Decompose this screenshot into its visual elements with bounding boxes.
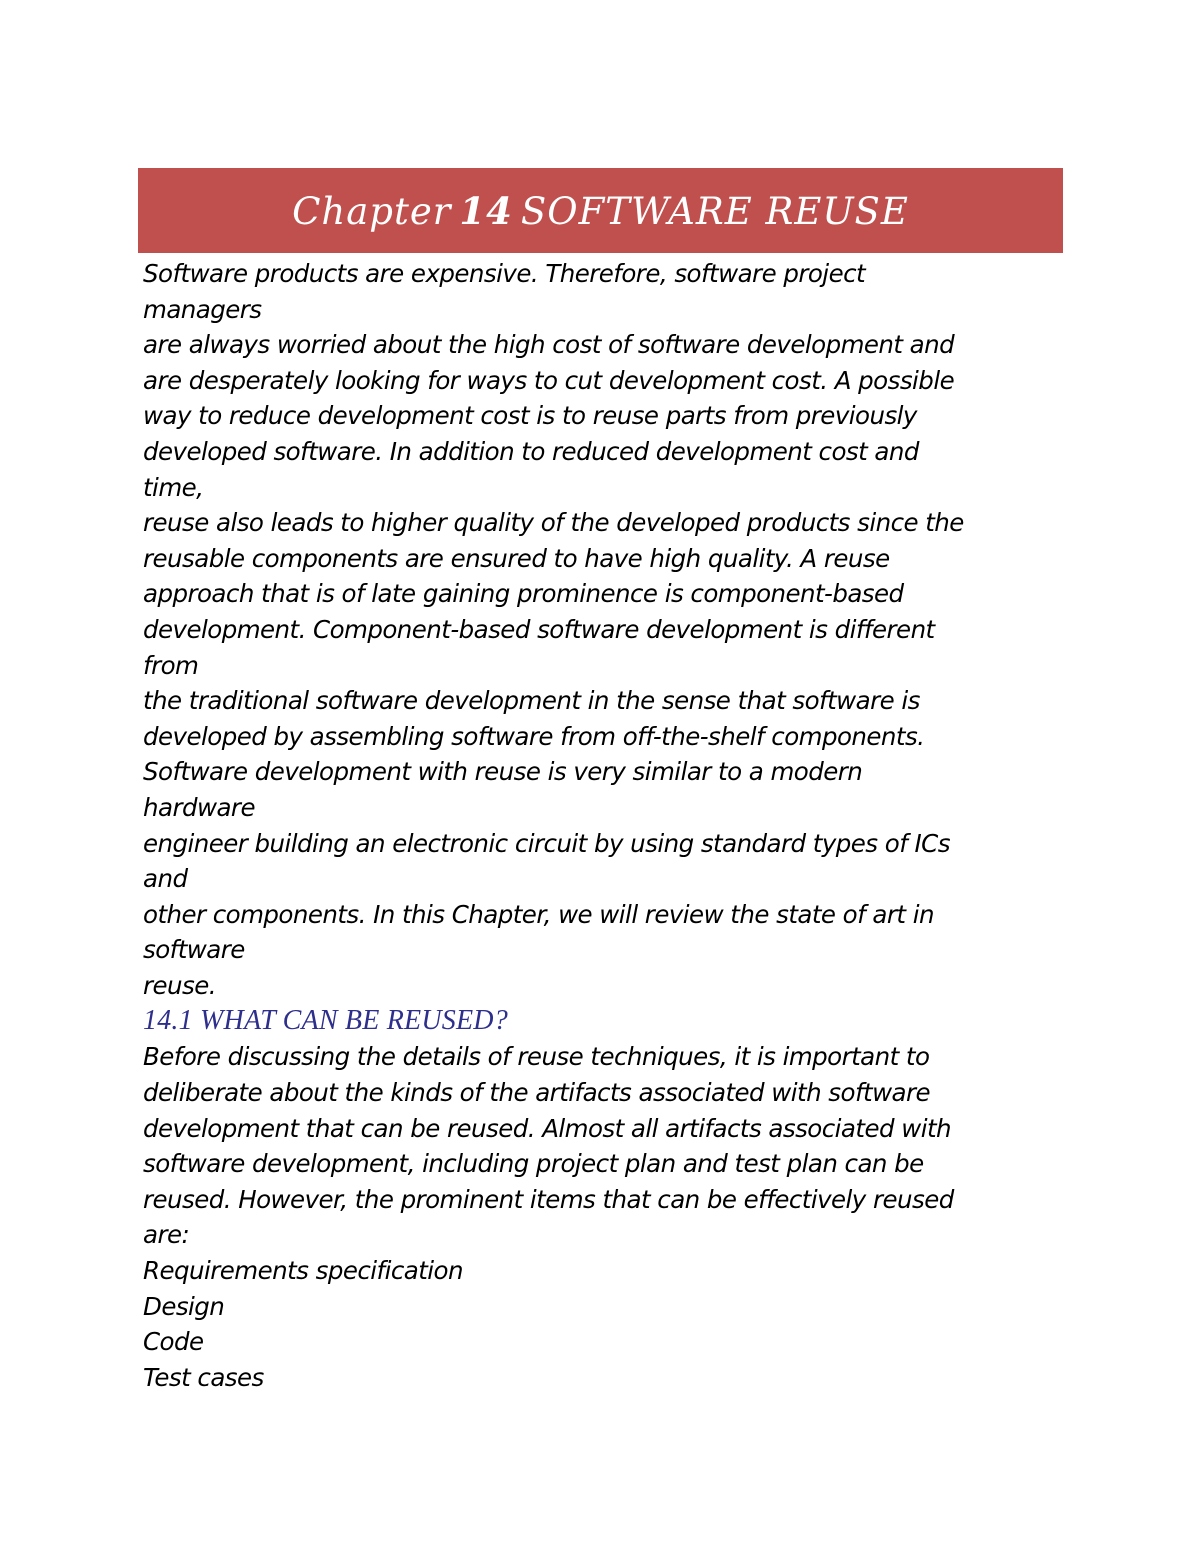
intro-line: developed software. In addition to reduced development cost and [143, 436, 919, 466]
section-line: Before discussing the details of reuse techniques, it is important to [143, 1042, 930, 1072]
intro-line: engineer building an electronic circuit by using standard types of ICs [143, 828, 950, 858]
list-item: Test cases [143, 1362, 264, 1392]
section-line: are: [143, 1220, 190, 1250]
intro-line: reuse. [143, 970, 216, 1000]
intro-line: Software products are expensive. Therefore, software project [143, 259, 866, 288]
chapter-banner [138, 168, 1063, 253]
chapter-name: SOFTWARE REUSE [520, 189, 909, 233]
intro-line: other components. In this Chapter, we will review the state of art in [143, 899, 934, 929]
intro-line: hardware [143, 792, 255, 822]
section-heading: 14.1 WHAT CAN BE REUSED? [143, 1005, 508, 1037]
intro-line: development. Component-based software development is different [143, 614, 935, 644]
intro-line: reusable components are ensured to have high quality. A reuse [143, 543, 890, 573]
intro-line: are desperately looking for ways to cut development cost. A possible [143, 365, 955, 395]
intro-line: from [143, 650, 199, 680]
list-item: Requirements specification [143, 1256, 463, 1286]
intro-line: developed by assembling software from off-the-shelf components. [143, 721, 925, 751]
intro-line: approach that is of late gaining prominence is component-based [143, 579, 904, 609]
section-line: reused. However, the prominent items that can be effectively reused [143, 1184, 954, 1214]
intro-line: way to reduce development cost is to reuse parts from previously [143, 401, 917, 431]
list-item: Design [143, 1291, 225, 1321]
section-line: software development, including project plan and test plan can be [143, 1149, 924, 1179]
intro-line: and [143, 864, 188, 894]
section-line: deliberate about the kinds of the artifacts associated with software [143, 1078, 931, 1108]
list-item: Code [143, 1327, 204, 1357]
section-line: development that can be reused. Almost all artifacts associated with [143, 1113, 951, 1143]
chapter-title [292, 189, 909, 233]
intro-line: reuse also leads to higher quality of the developed products since the [143, 508, 964, 538]
chapter-body [143, 256, 1073, 1395]
intro-line: Software development with reuse is very similar to a modern [143, 757, 863, 787]
intro-line: managers [143, 294, 262, 324]
intro-line: software [143, 935, 245, 965]
intro-line: are always worried about the high cost of software development and [143, 330, 955, 360]
intro-line: the traditional software development in the sense that software is [143, 686, 920, 716]
chapter-number: 14 [459, 188, 513, 233]
intro-line: time, [143, 472, 204, 502]
chapter-prefix: Chapter [292, 189, 452, 233]
